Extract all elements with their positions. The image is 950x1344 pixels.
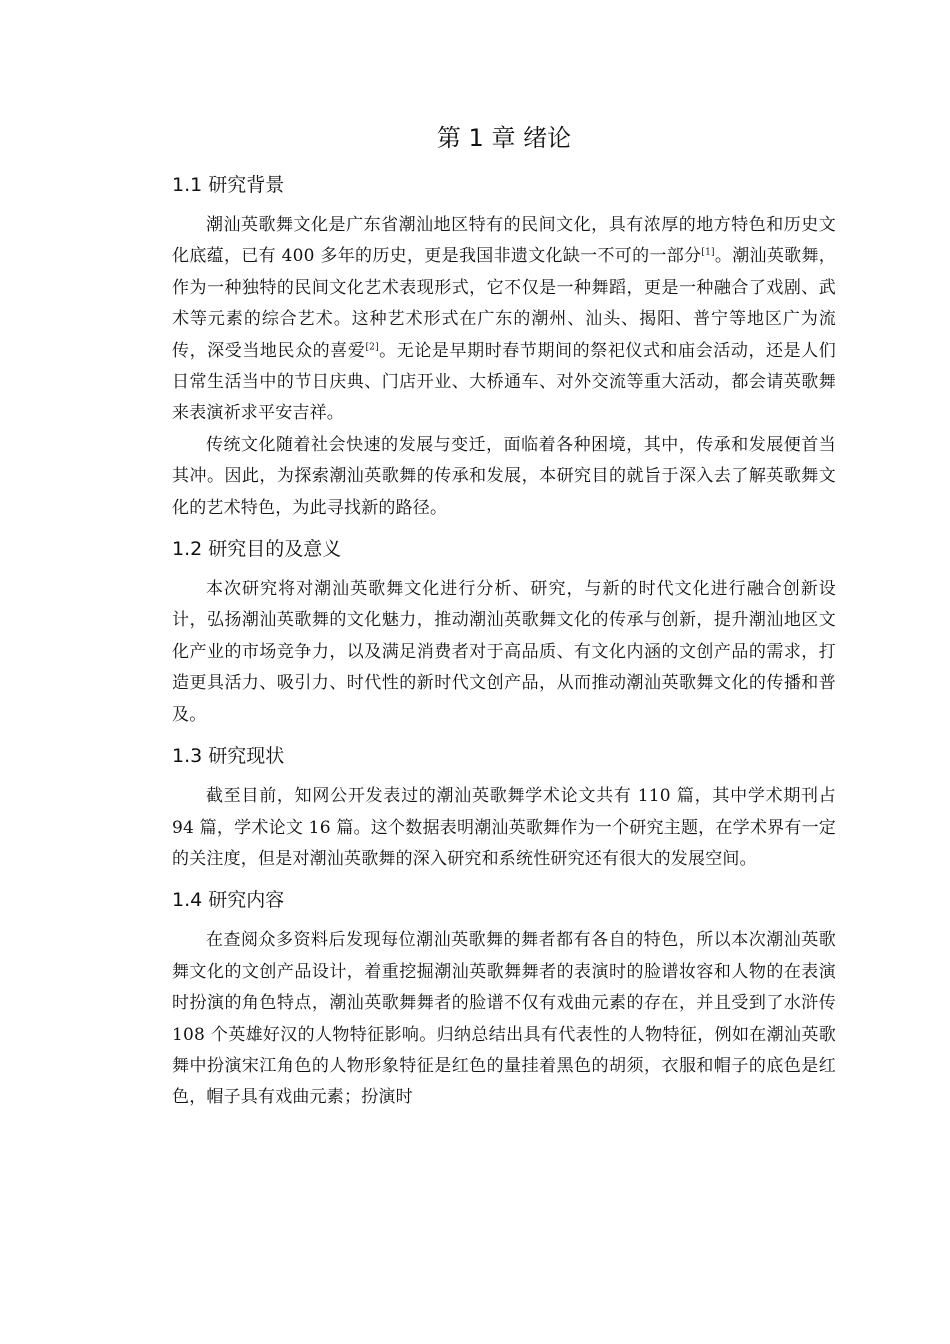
document-page [172,118,836,1114]
paragraph: 传统文化随着社会快速的发展与变迁，面临着各种困境，其中，传承和发展便首当其冲。因此，为探索潮汕英歌舞的传承和发展，本研究目的就旨于深入去了解英歌舞文化的艺术特色，为此寻找新的路径。 [172,434,836,518]
paragraph-text: 潮汕英歌舞文化是广东省潮汕地区特有的民间文化，具有浓厚的地方特色和历史文化底蕴，已有 400 多年的历史，更是我国非遗文化缺一不可的一部分 [172,215,836,267]
paragraph: 本次研究将对潮汕英歌舞文化进行分析、研究，与新的时代文化进行融合创新设计，弘扬潮汕英歌舞的文化魅力，推动潮汕英歌舞文化的传承与创新，提升潮汕地区文化产业的市场竞争力，以及满足消费者对于高品质、有文化内涵的文创产品的需求，打造更具活力、吸引力、时代性的新时代文创产品，从而推动潮汕英歌舞文化的传播和普及。 [172,579,836,725]
section-heading-1-4: 1.4 研究内容 [172,889,285,912]
section-heading-1-1: 1.1 研究背景 [172,174,285,196]
paragraph: 截至目前，知网公开发表过的潮汕英歌舞学术论文共有 110 篇，其中学术期刊占 94 篇，学术论文 16 篇。这个数据表明潮汕英歌舞作为一个研究主题，在学术界有一定的关注度，但是对潮汕英歌舞的深入研究和系统性研究还有很大的发展空间。 [172,786,836,869]
section-heading-1-2: 1.2 研究目的及意义 [172,538,342,561]
citation-ref: [1] [701,247,715,258]
paragraph-text: 。无论是早期时春节期间的祭祀仪式和庙会活动，还是人们日常生活当中的节日庆典、门店开业、大桥通车、对外交流等重大活动，都会请英歌舞来表演祈求平安吉祥。 [172,340,836,424]
paragraph: 在查阅众多资料后发现每位潮汕英歌舞的舞者都有各自的特色，所以本次潮汕英歌舞文化的文创产品设计，着重挖掘潮汕英歌舞舞者的表演时的脸谱妆容和人物的在表演时扮演的角色特点，潮汕英歌舞舞者的脸谱不仅有戏曲元素的存在，并且受到了水浒传 108 个英雄好汉的人物特征影响。归纳总结出具有代表性的人物特征，例如在潮汕英歌舞中扮演宋江角色的人物形象特征是红色的量挂着黑色的胡须，衣服和帽子的底色是红色，帽子具有戏曲元素；扮演时 [172,930,836,1108]
chapter-title: 第 1 章 绪论 [436,124,572,152]
paragraph [172,210,836,430]
paragraph-text: 。潮汕英歌舞，作为一种独特的民间文化艺术表现形式，它不仅是一种舞蹈，更是一种融合了戏剧、武术等元素的综合艺术。这种艺术形式在广东的潮州、汕头、揭阳、普宁等地区广为流传，深受当地民众的喜爱 [172,246,836,361]
section-heading-1-3: 1.3 研究现状 [172,745,285,768]
citation-ref: [2] [365,341,379,352]
